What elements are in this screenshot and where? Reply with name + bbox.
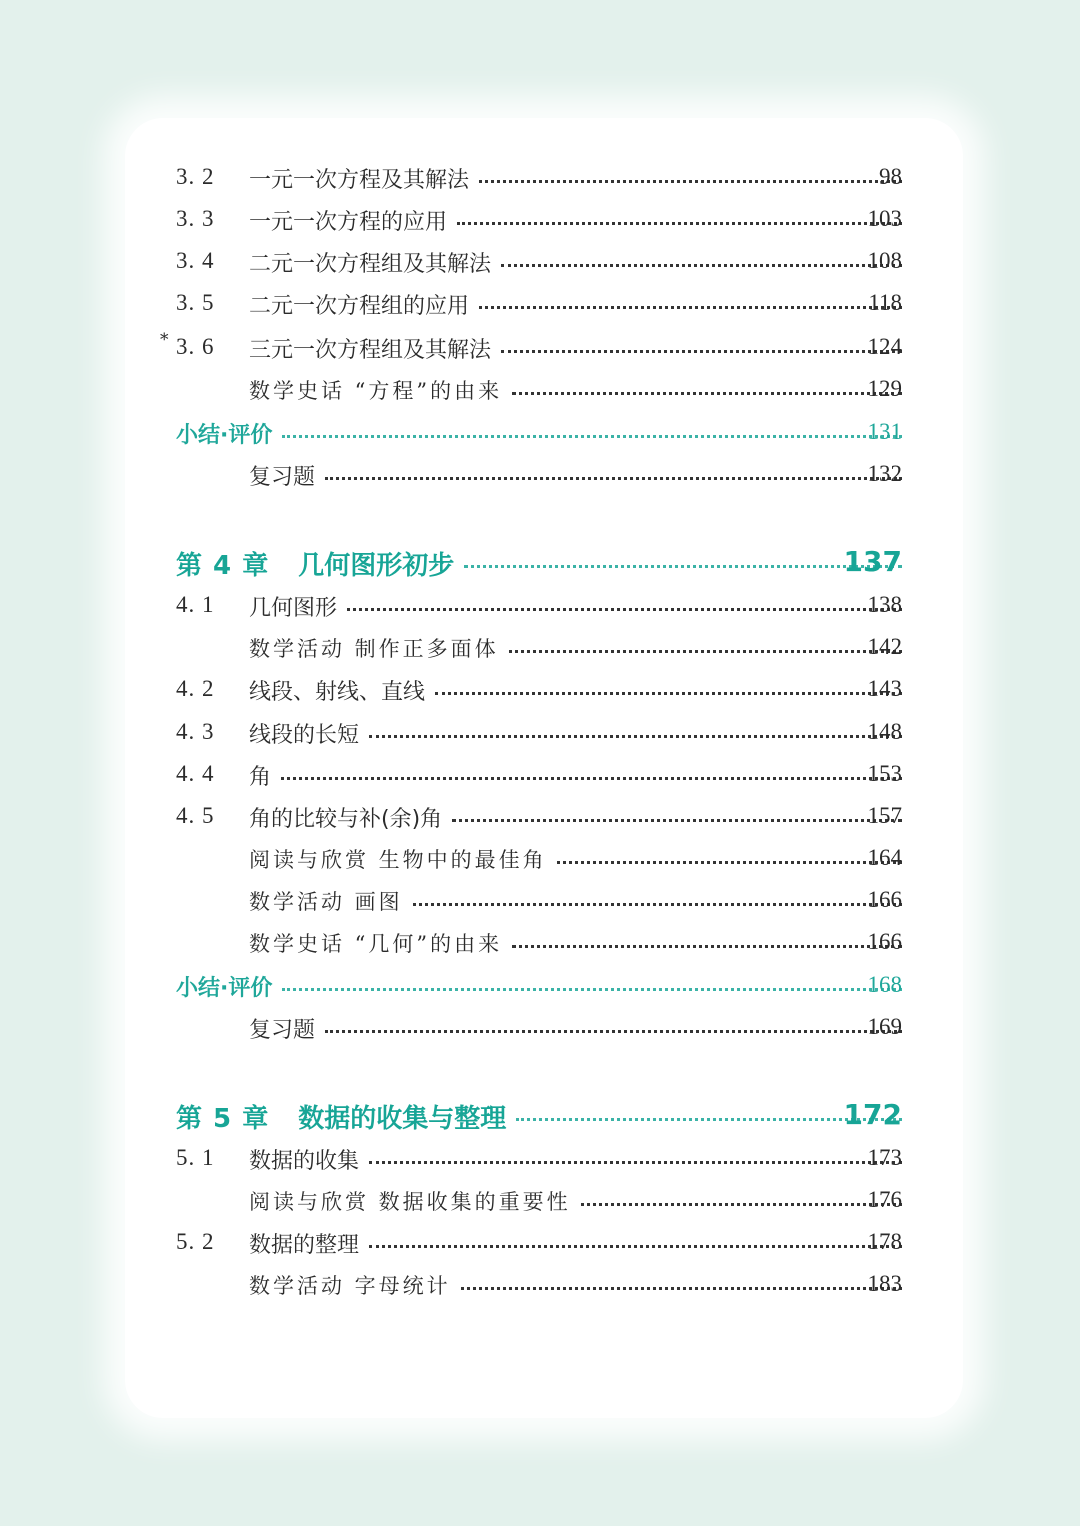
- dot-leader: [325, 1030, 902, 1033]
- entry-title: 角的比较与补(余)角: [249, 806, 443, 832]
- entry-title: 小结·评价: [176, 422, 273, 448]
- entry-title: 数学史话 “几何”的由来: [249, 932, 503, 956]
- dot-leader: [282, 435, 902, 438]
- chapter-title: 数据的收集与整理: [298, 1103, 507, 1134]
- page-number: 169: [867, 1014, 902, 1039]
- entry-title: 数学史话 “方程”的由来: [249, 379, 503, 403]
- toc-row-chapter[interactable]: [0, 541, 1080, 585]
- entry-title: 几何图形: [249, 595, 338, 621]
- toc-row-feature[interactable]: [0, 1267, 1080, 1303]
- entry-title: 角: [249, 764, 272, 790]
- page-number: 183: [867, 1271, 902, 1296]
- dot-leader: [509, 650, 902, 653]
- page-number: 132: [867, 461, 902, 486]
- section-number: 4. 4: [176, 761, 215, 786]
- dot-leader: [369, 735, 902, 738]
- entry-title: 阅读与欣赏 生物中的最佳角: [249, 848, 547, 872]
- toc-row-feature[interactable]: [0, 372, 1080, 408]
- entry-title: 数据的整理: [249, 1232, 360, 1258]
- dot-leader: [557, 861, 902, 864]
- page-number: 129: [867, 376, 902, 401]
- page-number: 98: [879, 164, 902, 189]
- entry-title: 线段的长短: [249, 722, 360, 748]
- page-number: 153: [867, 761, 902, 786]
- chapter-number: 第 4 章: [176, 550, 269, 581]
- page-number: 148: [867, 719, 902, 744]
- toc-row-chapter[interactable]: [0, 1094, 1080, 1138]
- toc-row-feature[interactable]: [0, 883, 1080, 919]
- section-number: 4. 2: [176, 676, 215, 701]
- toc-row-section[interactable]: [0, 672, 1080, 708]
- page-number: 108: [867, 248, 902, 273]
- toc-row-section[interactable]: [0, 799, 1080, 835]
- dot-leader: [464, 565, 902, 568]
- page-number: 166: [867, 887, 902, 912]
- entry-title: 二元一次方程组的应用: [249, 293, 470, 319]
- dot-leader: [512, 945, 902, 948]
- toc-row-summary[interactable]: [0, 968, 1080, 1004]
- section-number: 5. 2: [176, 1229, 215, 1254]
- entry-title: 复习题: [249, 464, 316, 490]
- toc-row-section[interactable]: [0, 588, 1080, 624]
- entry-title: 三元一次方程组及其解法: [249, 337, 492, 363]
- toc-row-plain[interactable]: [0, 1010, 1080, 1046]
- entry-title: 数学活动 画图: [249, 890, 403, 914]
- dot-leader: [452, 819, 902, 822]
- chapter-title: 几何图形初步: [298, 550, 455, 581]
- dot-leader: [501, 350, 902, 353]
- chapter-number: 第 5 章: [176, 1103, 269, 1134]
- toc-row-section[interactable]: [0, 1225, 1080, 1261]
- dot-leader: [501, 264, 902, 267]
- section-number: 3. 2: [176, 164, 215, 189]
- dot-leader: [461, 1287, 902, 1290]
- dot-leader: [457, 222, 902, 225]
- page-number: 178: [867, 1229, 902, 1254]
- page-number: 173: [867, 1145, 902, 1170]
- toc-row-section[interactable]: [0, 160, 1080, 196]
- page-number: 157: [867, 803, 902, 828]
- optional-section-marker: *: [160, 330, 169, 350]
- toc-row-section[interactable]: [0, 330, 1080, 366]
- section-number: 5. 1: [176, 1145, 215, 1170]
- entry-title: 复习题: [249, 1017, 316, 1043]
- entry-title: 线段、射线、直线: [249, 679, 426, 705]
- toc-row-section[interactable]: [0, 715, 1080, 751]
- toc-row-feature[interactable]: [0, 1183, 1080, 1219]
- toc-row-feature[interactable]: [0, 841, 1080, 877]
- page-number: 118: [868, 290, 902, 315]
- section-number: 3. 6: [176, 334, 215, 359]
- entry-title: 阅读与欣赏 数据收集的重要性: [249, 1190, 571, 1214]
- entry-title: 一元一次方程及其解法: [249, 167, 470, 193]
- dot-leader: [581, 1203, 902, 1206]
- page-number: 172: [843, 1098, 902, 1131]
- entry-title: 二元一次方程组及其解法: [249, 251, 492, 277]
- page-number: 103: [867, 206, 902, 231]
- page-number: 138: [867, 592, 902, 617]
- toc-row-section[interactable]: [0, 202, 1080, 238]
- page-number: 142: [867, 634, 902, 659]
- dot-leader: [347, 608, 902, 611]
- chapter-heading: [176, 1098, 516, 1135]
- dot-leader: [282, 988, 902, 991]
- toc-row-section[interactable]: [0, 1141, 1080, 1177]
- dot-leader: [281, 777, 902, 780]
- dot-leader: [479, 306, 902, 309]
- dot-leader: [369, 1245, 902, 1248]
- toc-row-section[interactable]: [0, 757, 1080, 793]
- toc-row-feature[interactable]: [0, 630, 1080, 666]
- entry-title: 一元一次方程的应用: [249, 209, 448, 235]
- section-number: 3. 5: [176, 290, 215, 315]
- toc-row-section[interactable]: [0, 286, 1080, 322]
- toc-row-summary[interactable]: [0, 415, 1080, 451]
- dot-leader: [369, 1161, 902, 1164]
- dot-leader: [325, 477, 902, 480]
- page-number: 143: [867, 676, 902, 701]
- dot-leader: [479, 180, 902, 183]
- page-number: 131: [867, 419, 902, 444]
- entry-title: 数据的收集: [249, 1148, 360, 1174]
- entry-title: 小结·评价: [176, 975, 273, 1001]
- dot-leader: [512, 392, 902, 395]
- page-number: 137: [843, 545, 902, 578]
- toc-row-plain[interactable]: [0, 457, 1080, 493]
- section-number: 4. 3: [176, 719, 215, 744]
- page-number: 124: [867, 334, 902, 359]
- section-number: 3. 3: [176, 206, 215, 231]
- page-number: 168: [867, 972, 902, 997]
- page-number: 166: [867, 929, 902, 954]
- page-number: 164: [867, 845, 902, 870]
- section-number: 4. 5: [176, 803, 215, 828]
- dot-leader: [413, 903, 902, 906]
- toc-row-feature[interactable]: [0, 925, 1080, 961]
- section-number: 3. 4: [176, 248, 215, 273]
- entry-title: 数学活动 制作正多面体: [249, 637, 499, 661]
- entry-title: 数学活动 字母统计: [249, 1274, 451, 1298]
- page-number: 176: [867, 1187, 902, 1212]
- section-number: 4. 1: [176, 592, 215, 617]
- dot-leader: [435, 692, 902, 695]
- toc-row-section[interactable]: [0, 244, 1080, 280]
- chapter-heading: [176, 545, 464, 582]
